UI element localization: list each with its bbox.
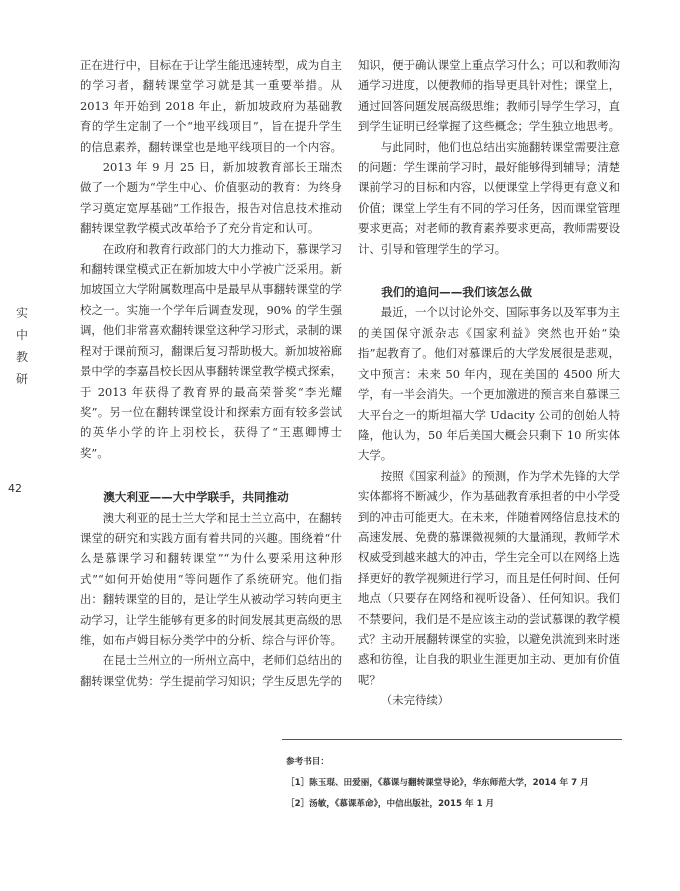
body-paragraph: 在昆士兰州立的一所州立高中，老师们总结出的翻转课堂优势：学生提前学习知识；学生反思先学的 — [80, 653, 343, 688]
reference-item: ［1］陈玉琨、田爱丽，《慕课与翻转课堂导论》，华东师范大学，2014 年 7 月 — [286, 778, 589, 788]
body-paragraph: 2013 年 9 月 25 日，新加坡教育部长王瑞杰做了一个题为“学生中心、价值驱动的教育：为终身学习奠定宽厚基础”工作报告，报告对信息技术推动翻转课堂教学模式改革给予了充分肯定和认可。 — [80, 160, 342, 236]
right-column — [358, 55, 620, 711]
body-paragraph: 在政府和教育行政部门的大力推动下，慕课学习和翻转课堂模式正在新加坡大中小学被广泛采用。新加坡国立大学附属数理高中是最早从事翻转课堂的学校之一。实施一个学年后调查发现，90% 的学生强调，他们非常喜欢翻转课堂这种学习形式，录制的课程对于课前预习，翻课后复习帮助极大。新加坡裕廊景中学的李嘉昌校长因从事翻转课堂教学模式探索，于 2013 年获得了教育界的最高荣誉奖“李光耀奖”。另一位在翻转课堂设计和探索方面有较多尝试的英华小学的许上羽校长，获得了“王惠卿博士奖”。 — [80, 241, 343, 460]
body-paragraph: 最近，一个以讨论外交、国际事务以及军事为主的美国保守派杂志《国家利益》突然也开始“染指”起教育了。他们对慕课后的大学发展很是悲观，文中预言：未来 50 年内，现在美国的 4500 所大学，有一半会消失。一个更加激进的预言来自慕课三大平台之一的斯坦福大学 Udacity 公司的创始人特隆，他认为，50 年后美国大概会只剩下 10 所实体大学。 — [358, 305, 621, 463]
to-be-continued-note: （未完待续） — [380, 693, 450, 708]
sidebar-char: 实 — [15, 306, 28, 320]
journal-sidebar-label — [12, 302, 32, 390]
section-heading-our-question: 我们的追问——我们该怎么做 — [381, 285, 532, 300]
sidebar-char: 研 — [15, 372, 28, 386]
body-paragraph: 与此同时，他们也总结出实施翻转课堂需要注意的问题：学生课前学习时，最好能够得到辅导；清楚课前学习的目标和内容，以便课堂上学得更有意义和价值；课堂上学生有不同的学习任务，因而课堂管理要求更高；对老师的教育素养要求更高，教师需要设计、引导和管理学生的学习。 — [358, 139, 621, 256]
references-title: 参考书目： — [286, 757, 329, 767]
body-paragraph: 澳大利亚的昆士兰大学和昆士兰立高中，在翻转课堂的研究和实践方面有着共同的兴趣。围绕着“什么是慕课学习和翻转课堂”“为什么要采用这种形式”“如何开始使用”等问题作了系统研究。他们指出：翻转课堂的目的，是让学生从被动学习转向更主动学习，让学生能够有更多的时间发展其更高级的思维，如布卢姆目标分类学中的分析、综合与评价等。 — [80, 510, 343, 647]
section-heading-australia: 澳大利亚——大中学联手，共同推动 — [103, 490, 289, 505]
reference-item: ［2］汤敏，《慕课革命》，中信出版社，2015 年 1 月 — [286, 799, 495, 809]
sidebar-char: 中 — [15, 328, 28, 342]
body-paragraph: 按照《国家利益》的预测，作为学术先锋的大学实体都将不断减少，作为基础教育承担者的中小学受到的冲击可能更大。在未来，伴随着网络信息技术的高速发展、免费的慕课微视频的大量涌现，教师学术权威受到越来越大的冲击，学生完全可以在网络上选择更好的教学视频进行学习，而且是任何时间、任何地点（只要存在网络和视听设备）、任何知识。我们不禁要问，我们是不是应该主动的尝试慕课的教学模式？主动开展翻转课堂的实验，以避免洪流到来时迷惑和彷徨，让自我的职业生涯更加主动、更加有价值呢？ — [358, 468, 621, 687]
body-paragraph: 知识，便于确认课堂上重点学习什么；可以和教师沟通学习进度，以便教师的指导更具针对性；课堂上，通过回答问题发展高级思维；教师引导学生学习，直到学生证明已经掌握了这些概念；学生独立地思考。 — [358, 58, 620, 134]
body-paragraph: 正在进行中，目标在于让学生能迅速转型，成为自主的学习者，翻转课堂学习就是其一重要举措。从 2013 年开始到 2018 年止，新加坡政府为基础教育的学生定制了一个“地平线项目”，旨在提升学生的信息素养，翻转课堂也是地平线项目的一个内容。 — [80, 58, 342, 154]
page-number: 42 — [8, 482, 22, 495]
references-divider — [282, 739, 622, 740]
references-block — [286, 752, 626, 815]
sidebar-char: 教 — [15, 350, 28, 364]
left-column — [80, 55, 342, 691]
